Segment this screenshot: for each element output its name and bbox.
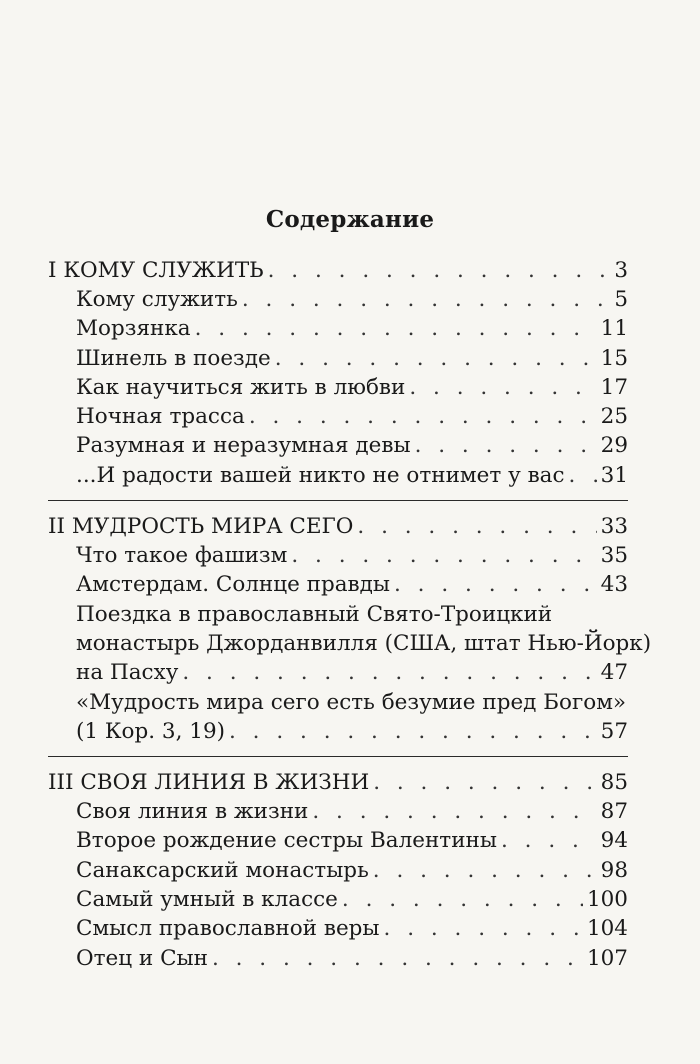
toc-entry-title-line: Поездка в православный Свято-Троицкий: [76, 601, 553, 627]
leader-dots: [182, 658, 596, 687]
toc-entry[interactable]: [48, 541, 628, 570]
toc-page-number: 104: [586, 916, 628, 942]
toc-entry[interactable]: [48, 885, 628, 914]
toc-entry-last-line: [76, 658, 628, 687]
toc-entry[interactable]: [48, 285, 628, 314]
toc-entry-title: Разумная и неразумная девы: [76, 433, 411, 459]
toc-entry[interactable]: [48, 344, 628, 373]
toc-entry-title: Амстердам. Солнце правды: [76, 572, 391, 598]
leader-dots: [212, 944, 583, 973]
leader-dots: [249, 402, 597, 431]
leader-dots: [242, 285, 610, 314]
toc-entry-title: Самый умный в классе: [76, 887, 338, 913]
toc-page-number: 107: [586, 945, 628, 971]
toc-entry-title: Смысл православной веры: [76, 916, 380, 942]
leader-dots: [195, 314, 597, 343]
toc-entry-title: Шинель в поезде: [76, 345, 271, 371]
toc-entry[interactable]: [48, 797, 628, 826]
toc-page-number: 85: [600, 770, 628, 796]
toc-page-number: 87: [600, 799, 628, 825]
toc-entry[interactable]: [48, 314, 628, 343]
toc-entry-title: Кому служить: [76, 287, 238, 312]
toc-entry[interactable]: [48, 461, 628, 490]
leader-dots: [373, 768, 596, 797]
leader-dots: [275, 344, 597, 373]
toc-entry-title-line: монастырь Джорданвилля (США, штат Нью-Йорк): [76, 630, 652, 656]
toc-page-number: 15: [600, 345, 628, 371]
section-divider: [48, 746, 628, 768]
toc-page-number: 3: [614, 258, 628, 283]
toc-entry-title: Морзянка: [76, 316, 191, 342]
toc-entry-title: Как научиться жить в любви: [76, 374, 406, 400]
toc-page-number: 17: [600, 374, 628, 400]
toc-entry-title: ...И радости вашей никто не отнимет у вас: [76, 462, 565, 488]
toc-page-number: 94: [600, 828, 628, 854]
leader-dots: [342, 885, 583, 914]
toc-section-entry[interactable]: [48, 256, 628, 285]
toc-entry[interactable]: [48, 570, 628, 599]
toc-entry-title: Ночная трасса: [76, 404, 245, 430]
leader-dots: [569, 461, 597, 490]
leader-dots: [415, 431, 597, 460]
section-divider: [48, 490, 628, 512]
toc-entry[interactable]: [48, 600, 652, 688]
leader-dots: [409, 373, 596, 402]
toc-entry[interactable]: [48, 856, 628, 885]
toc-page-number: 31: [600, 462, 628, 488]
toc-page-number: 47: [600, 660, 628, 686]
toc-entry[interactable]: [48, 944, 628, 973]
leader-dots: [501, 826, 597, 855]
toc-page-number: 57: [600, 718, 628, 744]
toc-entry[interactable]: [48, 826, 628, 855]
toc-section-entry[interactable]: [48, 768, 628, 797]
toc-page-number: 29: [600, 433, 628, 459]
toc-entry-title: Своя линия в жизни: [76, 799, 309, 825]
toc-page-number: 98: [600, 857, 628, 883]
toc-section-title: III СВОЯ ЛИНИЯ В ЖИЗНИ: [48, 770, 370, 796]
toc-entry[interactable]: [48, 688, 628, 747]
leader-dots: [394, 570, 597, 599]
page-title: Содержание: [265, 206, 435, 233]
leader-dots: [312, 797, 596, 826]
toc-entry[interactable]: [48, 914, 628, 943]
toc-page-number: 33: [600, 514, 628, 540]
toc-entry-title: Что такое фашизм: [76, 543, 288, 569]
toc-entry-last-line: [76, 717, 628, 746]
leader-dots: [268, 256, 611, 285]
toc-entry[interactable]: [48, 402, 628, 431]
toc-entry-title: Второе рождение сестры Валентины: [76, 828, 497, 854]
toc-page-number: 11: [600, 316, 628, 342]
toc-page-number: 43: [600, 572, 628, 598]
toc-entry-title: (1 Кор. 3, 19): [76, 718, 226, 744]
toc-page-number: 25: [600, 404, 628, 430]
leader-dots: [384, 914, 583, 943]
toc-entry[interactable]: [48, 373, 628, 402]
toc-entry[interactable]: [48, 431, 628, 460]
leader-dots: [229, 717, 597, 746]
table-of-contents: [48, 256, 652, 973]
toc-entry-title: Отец и Сын: [76, 945, 208, 971]
toc-section-entry[interactable]: [48, 512, 628, 541]
leader-dots: [357, 512, 596, 541]
leader-dots: [291, 541, 596, 570]
toc-page-number: 100: [586, 887, 628, 913]
toc-section-title: II МУДРОСТЬ МИРА СЕГО: [48, 514, 354, 540]
toc-entry-title: Санаксарский монастырь: [76, 857, 369, 883]
toc-entry-title-line: «Мудрость мира сего есть безумие пред Богом»: [76, 689, 627, 715]
leader-dots: [373, 856, 597, 885]
toc-entry-title: на Пасху: [76, 660, 179, 686]
toc-section-title: I КОМУ СЛУЖИТЬ: [48, 258, 264, 283]
toc-page-number: 5: [614, 287, 628, 312]
toc-page-number: 35: [600, 543, 628, 569]
